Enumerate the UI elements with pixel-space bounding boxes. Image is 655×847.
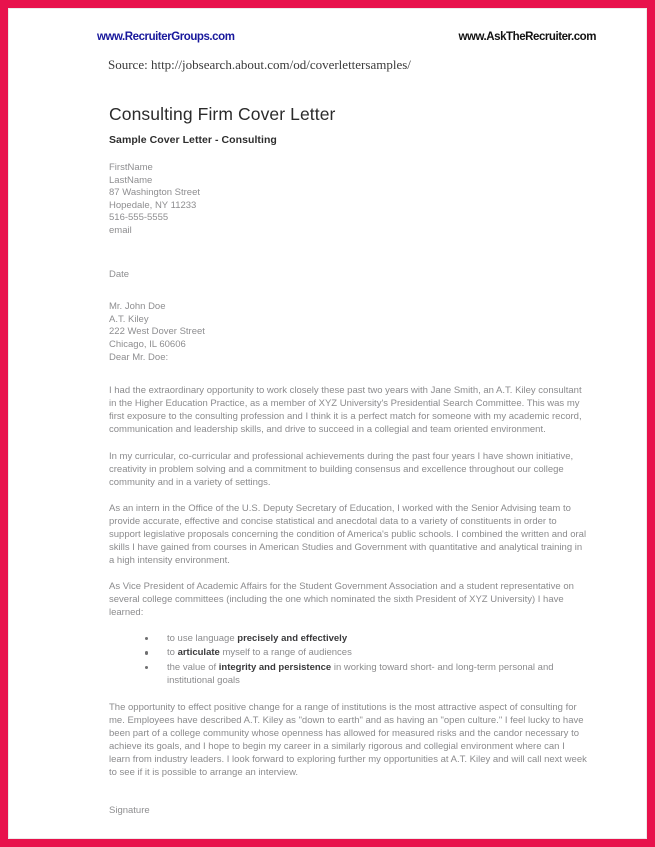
- recipient-address-block: [109, 301, 587, 364]
- date-line: Date: [109, 268, 130, 280]
- document-content: [9, 9, 646, 838]
- spacer: [109, 238, 587, 269]
- sender-address-line: 516-555-5555: [109, 212, 169, 224]
- sender-address-line: 87 Washington Street: [109, 187, 201, 199]
- spacer: [109, 364, 587, 384]
- list-item: to use language precisely and effectively: [145, 632, 587, 645]
- list-item: the value of integrity and persistence in working toward short- and long-term personal and institutional goals: [145, 661, 587, 687]
- spacer: [109, 281, 587, 301]
- recipient-address-line: 222 West Dover Street: [109, 326, 205, 338]
- ask-the-recruiter-watermark: www.AskTheRecruiter.com: [458, 31, 596, 43]
- letter-paragraph: In my curricular, co-curricular and professional achievements during the past four years I have shown initiative, creativity in problem solving and a commitment to building consensus and excellence throughout our college community and in a variety of settings.: [109, 450, 574, 488]
- bullet-emphasis: integrity and persistence: [218, 661, 332, 673]
- letter-paragraphs: [109, 384, 587, 619]
- document-page: [8, 8, 647, 839]
- list-item: to articulate myself to a range of audiences: [145, 646, 587, 659]
- sender-address-line: Hopedale, NY 11233: [109, 199, 197, 211]
- letter-paragraph: As an intern in the Office of the U.S. Deputy Secretary of Education, I worked with the Senior Advising team to provide accurate, effective and concise statistical and anecdotal data to a variety of constituents in order to support legislative proposals concerning the condition of America's public schools. I combined the written and oral skills I have gained from courses in American Studies and Government with quantitative and analytical training in a high intensity environment.: [109, 502, 587, 567]
- closing-paragraph: The opportunity to effect positive change for a range of institutions is the most attractive aspect of consulting for me. Employees have described A.T. Kiley as "down to earth" and as having an "open culture." I feel lucky to have been part of a college community whose openness has allowed for measured risks and the candor necessary to achieve its goals, and I hope to begin my career in a similarly rigorous and collegial environment where can I learn from industry leaders. I look forward to exploring further my opportunities at A.T. Kiley and will call next week to see if it is possible to arrange an interview.: [109, 701, 587, 779]
- recipient-address-line: Mr. John Doe: [109, 301, 166, 313]
- learned-bullet-list: [109, 632, 587, 687]
- recipient-address-line: Dear Mr. Doe:: [109, 351, 169, 363]
- bullet-emphasis: articulate: [177, 647, 220, 659]
- page-header: [97, 31, 600, 43]
- sender-address-line: FirstName: [109, 162, 153, 173]
- signature-line: Signature: [109, 805, 150, 817]
- recipient-address-line: A.T. Kiley: [109, 313, 149, 325]
- recruiter-groups-watermark: www.RecruiterGroups.com: [97, 31, 235, 43]
- sender-address-line: LastName: [109, 174, 153, 186]
- cover-letter-body: [109, 104, 587, 817]
- letter-paragraph: I had the extraordinary opportunity to work closely these past two years with Jane Smith, an A.T. Kiley consultant in the Higher Education Practice, as a member of XYZ University's Presidential Search Committee. This was my first exposure to the consulting profession and I think it is a perfect match for someone with my academic record, communication and leadership skills, and drive to succeed in a collegial and team oriented environment.: [109, 385, 582, 436]
- recipient-address-line: Chicago, IL 60606: [109, 338, 186, 350]
- sender-address-line: email: [109, 224, 132, 236]
- source-url-line: Source: http://jobsearch.about.com/od/coverlettersamples/: [108, 57, 411, 72]
- bullet-emphasis: precisely and effectively: [237, 632, 348, 644]
- letter-paragraph: As Vice President of Academic Affairs for the Student Government Association and a student representative on several college committees (including the one which nominated the sixth President of XYZ University) I have learned:: [109, 581, 574, 619]
- page-title: Consulting Firm Cover Letter: [109, 104, 336, 124]
- sender-address-block: [109, 162, 587, 238]
- page-subtitle: Sample Cover Letter - Consulting: [109, 134, 277, 146]
